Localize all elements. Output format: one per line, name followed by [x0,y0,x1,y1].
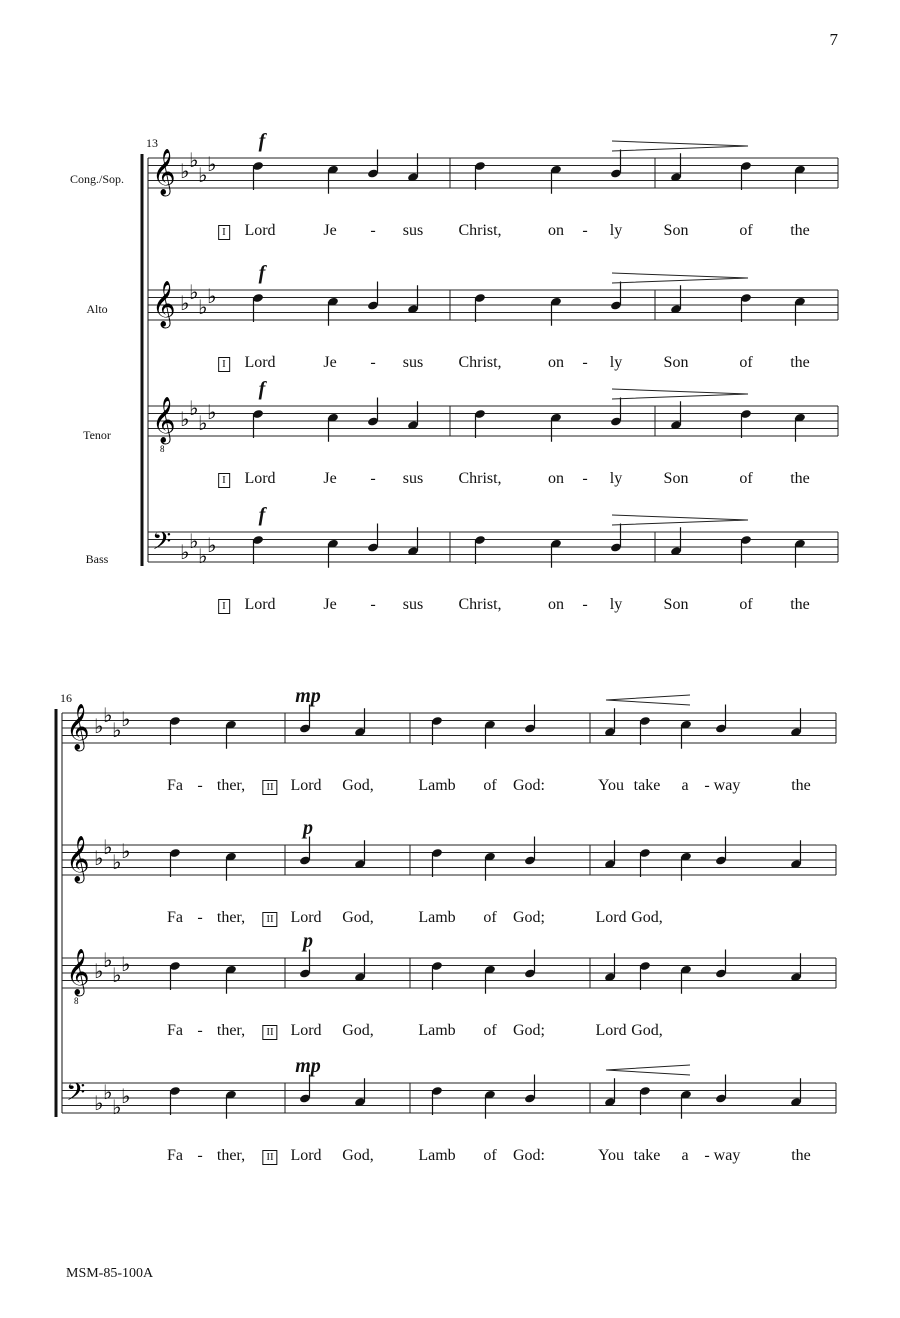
part-label: Bass [85,552,109,566]
flat-icon: ♭ [103,835,113,859]
verse-number-box: II [262,912,277,927]
lyric-syllable: ther, [216,1147,246,1164]
lyric-syllable: - [197,909,203,926]
flat-icon: ♭ [189,148,199,172]
treble-clef-icon: 𝄞 [66,836,90,882]
lyric-syllable: - [370,596,376,613]
lyric-syllable: Christ, [458,470,502,487]
octave-marker: 8 [160,444,165,454]
verse-number-box: I [218,357,230,372]
lyric-syllable: Lord [244,222,276,239]
treble-clef-icon: 𝄞 [152,149,176,195]
flat-icon: ♭ [189,529,199,553]
lyric-syllable: - [704,1147,710,1164]
flat-icon: ♭ [198,295,208,319]
flat-icon: ♭ [112,718,122,742]
flat-icon: ♭ [198,544,208,568]
lyric-syllable: ther, [216,1022,246,1039]
flat-icon: ♭ [198,411,208,435]
lyric-syllable: on [548,222,564,239]
flat-icon: ♭ [94,959,104,983]
treble-clef-icon: 𝄞 [152,281,176,327]
lyric-syllable: - [370,354,376,371]
dynamic-marking: f [258,130,266,152]
decrescendo-hairpin [612,389,748,399]
octave-marker: 8 [74,996,79,1006]
lyric-syllable: sus [402,354,424,371]
lyric-syllable: Lord [595,909,627,926]
lyric-syllable: the [790,596,810,613]
flat-icon: ♭ [94,846,104,870]
lyric-syllable: on [548,354,564,371]
dynamic-marking: f [258,504,266,526]
lyric-syllable: God: [513,777,545,794]
measure-number: 13 [146,136,158,150]
lyric-syllable: - [582,222,588,239]
lyric-syllable: Je [323,596,337,613]
lyric-syllable: Fa [167,1147,183,1164]
flat-icon: ♭ [112,850,122,874]
lyric-syllable: Lord [244,354,276,371]
lyric-syllable: ly [609,470,623,487]
lyric-syllable: of [483,1147,497,1164]
lyric-syllable: God, [631,909,663,926]
lyric-syllable: Lord [290,909,322,926]
decrescendo-hairpin [612,515,748,525]
flat-icon: ♭ [180,540,190,564]
lyric-syllable: Lord [290,1147,322,1164]
flat-icon: ♭ [112,963,122,987]
flat-icon: ♭ [207,152,217,176]
lyric-syllable: Fa [167,777,183,794]
lyric-syllable: ly [609,596,623,613]
lyric-syllable: a [681,1147,689,1164]
lyric-syllable: Lamb [418,909,456,926]
lyric-syllable: Lord [595,1022,627,1039]
lyric-syllable: ly [609,354,623,371]
lyric-syllable: Je [323,222,337,239]
lyric-syllable: God, [631,1022,663,1039]
lyric-syllable: take [633,777,661,794]
lyric-syllable: God, [342,777,374,794]
catalog-number: MSM-85-100A [66,1266,154,1281]
decrescendo-hairpin [612,273,748,283]
flat-icon: ♭ [180,159,190,183]
lyric-syllable: a [681,777,689,794]
lyric-syllable: take [633,1147,661,1164]
verse-number-box: I [218,599,230,614]
dynamic-marking: mp [295,1055,321,1077]
dynamic-marking: p [303,817,313,839]
flat-icon: ♭ [103,1080,113,1104]
flat-icon: ♭ [189,396,199,420]
lyric-syllable: Lord [290,777,322,794]
dynamic-marking: f [258,378,266,400]
crescendo-hairpin [606,1065,690,1075]
flat-icon: ♭ [112,1095,122,1119]
decrescendo-hairpin [612,141,748,151]
lyric-syllable: - [582,354,588,371]
dynamic-marking: mp [295,685,321,707]
lyric-syllable: on [548,470,564,487]
flat-icon: ♭ [121,1084,131,1108]
lyric-syllable: God, [342,1022,374,1039]
lyric-syllable: of [739,222,753,239]
treble-clef-icon: 𝄞 [66,949,90,995]
lyric-syllable: the [790,354,810,371]
lyric-syllable: Lamb [418,1022,456,1039]
dynamic-marking: p [303,930,313,952]
lyric-syllable: ther, [216,777,246,794]
lyric-syllable: Christ, [458,354,502,371]
treble-clef-icon: 𝄞 [152,397,176,443]
flat-icon: ♭ [94,1091,104,1115]
lyric-syllable: You [598,777,624,794]
lyric-syllable: ther, [216,909,246,926]
lyric-syllable: - [197,777,203,794]
lyric-syllable: of [483,1022,497,1039]
crescendo-hairpin [606,695,690,705]
lyric-syllable: sus [402,222,424,239]
lyric-syllable: the [790,470,810,487]
flat-icon: ♭ [121,952,131,976]
part-label: Tenor [83,428,111,442]
lyric-syllable: You [598,1147,624,1164]
lyric-syllable: - [704,777,710,794]
lyric-syllable: sus [402,596,424,613]
bass-clef-icon: 𝄢 [66,1078,86,1113]
treble-clef-icon: 𝄞 [66,704,90,750]
lyric-syllable: God; [513,1022,545,1039]
lyric-syllable: sus [402,470,424,487]
part-label: Cong./Sop. [69,172,124,186]
flat-icon: ♭ [103,703,113,727]
lyric-syllable: Je [323,354,337,371]
lyric-syllable: of [739,470,753,487]
lyric-syllable: - [370,470,376,487]
measure-number: 16 [60,691,72,705]
verse-number-box: II [262,780,277,795]
verse-number-box: I [218,225,230,240]
lyric-syllable: of [739,596,753,613]
lyric-syllable: of [739,354,753,371]
flat-icon: ♭ [94,714,104,738]
page-number: 7 [829,30,838,49]
lyric-syllable: of [483,777,497,794]
lyric-syllable: Lord [244,470,276,487]
lyric-syllable: Son [663,354,689,371]
verse-number-box: II [262,1025,277,1040]
lyric-syllable: - [582,596,588,613]
bass-clef-icon: 𝄢 [152,527,172,562]
lyric-syllable: way [713,1147,741,1164]
flat-icon: ♭ [207,533,217,557]
verse-number-box: I [218,473,230,488]
lyric-syllable: Lamb [418,1147,456,1164]
flat-icon: ♭ [180,407,190,431]
lyric-syllable: - [370,222,376,239]
flat-icon: ♭ [121,707,131,731]
lyric-syllable: - [197,1147,203,1164]
lyric-syllable: the [791,777,811,794]
lyric-syllable: Lamb [418,777,456,794]
flat-icon: ♭ [207,400,217,424]
flat-icon: ♭ [189,280,199,304]
lyric-syllable: on [548,596,564,613]
lyric-syllable: Je [323,470,337,487]
flat-icon: ♭ [198,163,208,187]
lyric-syllable: Fa [167,909,183,926]
flat-icon: ♭ [103,948,113,972]
lyric-syllable: Son [663,596,689,613]
verse-number-box: II [262,1150,277,1165]
lyric-syllable: Fa [167,1022,183,1039]
lyric-syllable: - [197,1022,203,1039]
flat-icon: ♭ [207,284,217,308]
lyric-syllable: God, [342,909,374,926]
lyric-syllable: way [713,777,741,794]
flat-icon: ♭ [180,291,190,315]
part-label: Alto [86,302,108,316]
lyric-syllable: - [582,470,588,487]
lyric-syllable: Christ, [458,596,502,613]
lyric-syllable: the [790,222,810,239]
lyric-syllable: Lord [290,1022,322,1039]
lyric-syllable: of [483,909,497,926]
lyric-syllable: God: [513,1147,545,1164]
lyric-syllable: Christ, [458,222,502,239]
lyric-syllable: ly [609,222,623,239]
lyric-syllable: the [791,1147,811,1164]
lyric-syllable: Lord [244,596,276,613]
dynamic-marking: f [258,262,266,284]
lyric-syllable: Son [663,222,689,239]
flat-icon: ♭ [121,839,131,863]
lyric-syllable: Son [663,470,689,487]
lyric-syllable: God, [342,1147,374,1164]
lyric-syllable: God; [513,909,545,926]
